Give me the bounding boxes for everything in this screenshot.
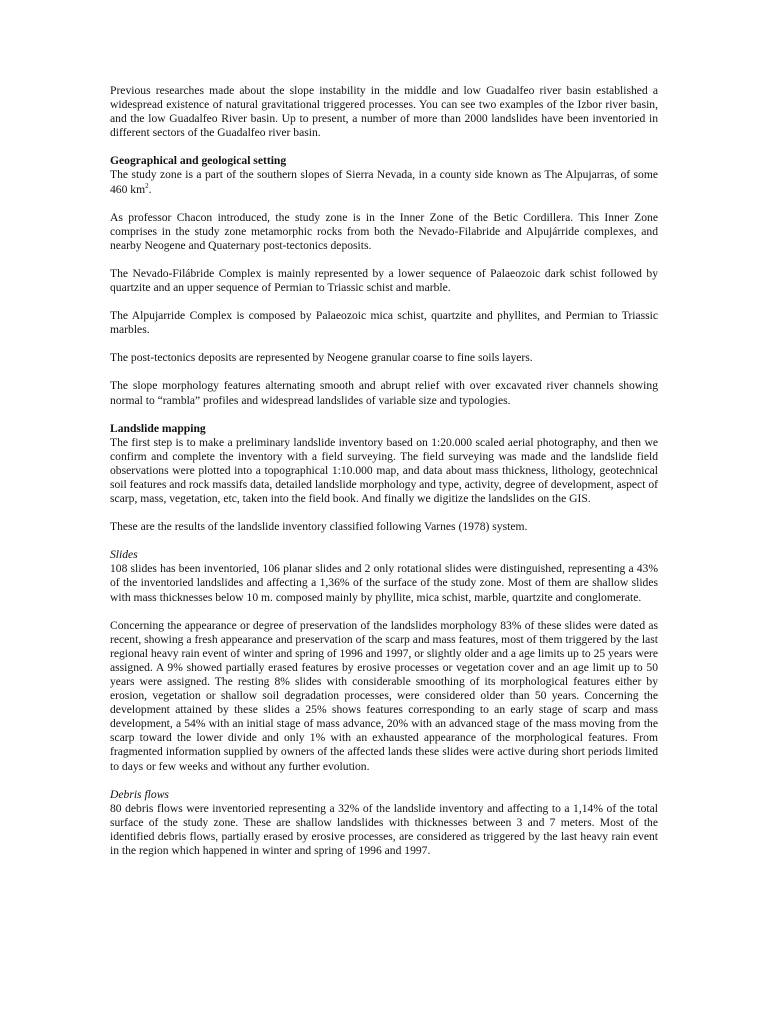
- superscript-2: 2: [145, 181, 149, 190]
- mapping-paragraph-1: The first step is to make a preliminary landslide inventory based on 1:20.000 scaled aerial photography, and then we confirm and complete the inventory with a field surveying. The field surveying was made and the landslide field observations were plotted into a topographical 1:10.000 map, and data about mass thickness, lithology, geotechnical soil features and rock massifs data, detailed landslide morphology and type, activity, degree of development, aspect of scarp, mass, vegetation, etc, taken into the field book. And finally we digitize the landslides on the GIS.: [110, 435, 658, 506]
- slides-paragraph-2: Concerning the appearance or degree of preservation of the landslides morphology 83% of these slides were dated as recent, showing a fresh appearance and preservation of the scarp and mass features, most of them triggered by the last regional heavy rain event of winter and spring of 1996 and 1997, or slightly older and a age limits up to 25 years were assigned. A 9% showed partially erased features by erosive processes or vegetation cover and an age limit up to 50 years were assigned. The resting 8% slides with considerable smoothing of its morphological features either by erosion, vegetation or shallow soil degradation processes, were considered older than 50 years. Concerning the development attained by these slides a 25% shows features corresponding to an early stage of scarp and mass development, a 54% with an initial stage of mass advance, 20% with an advanced stage of the mass moving from the scarp toward the lower divide and only 1% with an exhausted appearance of the morphological features. From fragmented information supplied by owners of the affected lands these slides were active during short periods limited to days or few weeks and without any further evolution.: [110, 618, 658, 773]
- section-heading-landslide-mapping: Landslide mapping: [110, 421, 206, 435]
- geo-paragraph-2: As professor Chacon introduced, the study zone is in the Inner Zone of the Betic Cordillera. This Inner Zone comprises in the study zone metamorphic rocks from both the Nevado-Filabride and Alpujárride complexes, and nearby Neogene and Quaternary post-tectonics deposits.: [110, 210, 658, 252]
- document-page: [110, 84, 658, 858]
- subheading-debris-flows: Debris flows: [110, 787, 169, 801]
- section-heading-geographical-setting: Geographical and geological setting: [110, 154, 287, 168]
- geo-paragraph-3: The Nevado-Filábride Complex is mainly represented by a lower sequence of Palaeozoic dark schist followed by quartzite and an upper sequence of Permian to Triassic schist and marble.: [110, 266, 658, 295]
- geo-paragraph-5: The post-tectonics deposits are represented by Neogene granular coarse to fine soils layers.: [110, 351, 533, 365]
- subheading-slides: Slides: [110, 548, 138, 562]
- geo-paragraph-1-end: .: [148, 182, 152, 196]
- geo-paragraph-1-text: The study zone is a part of the southern slopes of Sierra Nevada, in a county side known as The Alpujarras, of some 460 km: [110, 168, 658, 196]
- intro-paragraph: Previous researches made about the slope instability in the middle and low Guadalfeo river basin established a widespread existence of natural gravitational triggered processes. You can see two examples of the Izbor river basin, and the low Guadalfeo River basin. Up to present, a number of more than 2000 landslides have been inventoried in different sectors of the Guadalfeo river basin.: [110, 84, 658, 140]
- debris-paragraph-1: 80 debris flows were inventoried representing a 32% of the landslide inventory and affecting to a 1,14% of the total surface of the study zone. These are shallow landslides with thicknesses between 3 and 7 meters. Most of the identified debris flows, partially erased by erosive processes, are considered as triggered by the last heavy rain event in the region which happened in winter and spring of 1996 and 1997.: [110, 801, 658, 858]
- geo-paragraph-1: [110, 168, 658, 196]
- mapping-paragraph-2: These are the results of the landslide inventory classified following Varnes (1978) system.: [110, 520, 528, 534]
- slides-paragraph-1: 108 slides has been inventoried, 106 planar slides and 2 only rotational slides were distinguished, representing a 43% of the inventoried landslides and affecting a 1,36% of the surface of the study zone. Most of them are shallow slides with mass thicknesses below 10 m. composed mainly by phyllite, mica schist, marble, quartzite and conglomerate.: [110, 562, 658, 604]
- geo-paragraph-4: The Alpujarride Complex is composed by Palaeozoic mica schist, quartzite and phyllites, and Permian to Triassic marbles.: [110, 309, 658, 337]
- geo-paragraph-6: The slope morphology features alternating smooth and abrupt relief with over excavated river channels showing normal to “rambla” profiles and widespread landslides of variable size and typologies.: [110, 379, 658, 407]
